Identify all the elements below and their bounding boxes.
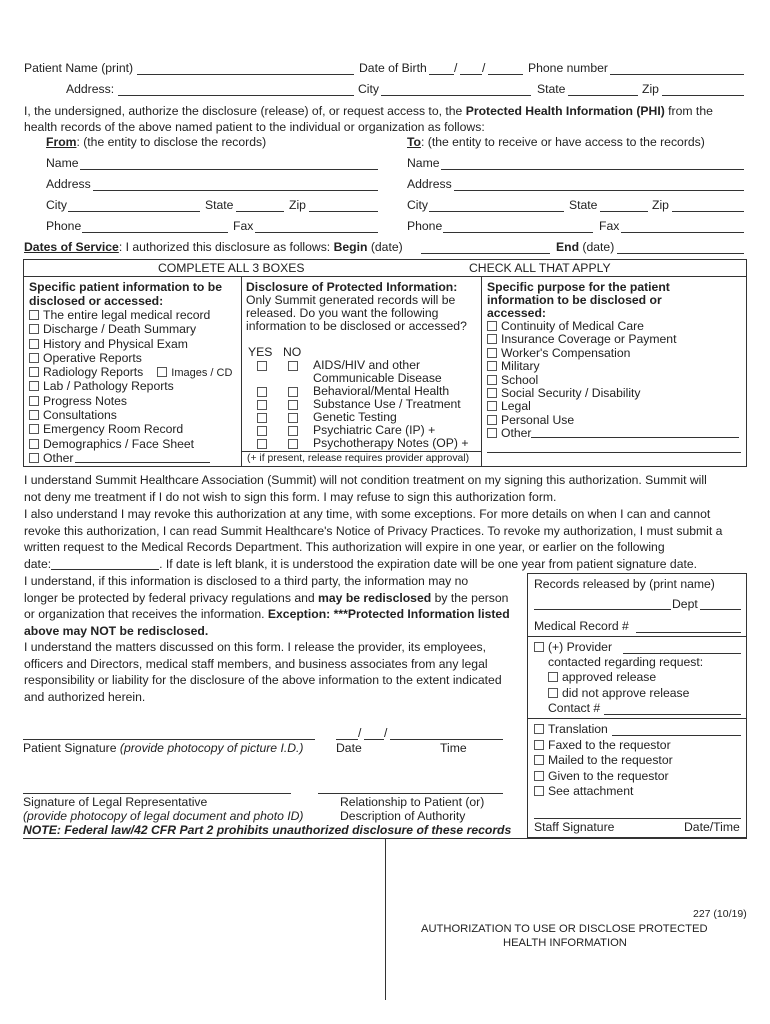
translation-checkbox[interactable] (534, 724, 544, 734)
city-field[interactable] (381, 95, 531, 96)
to-name-label: Name (407, 156, 440, 170)
box2-desc-3: information to be disclosed or accessed? (246, 319, 467, 333)
box2-desc-2: released. Do you want the following (246, 306, 439, 320)
box2-item: Psychiatric Care (IP) + (313, 423, 436, 437)
form-title-line1: AUTHORIZATION TO USE OR DISCLOSE PROTECTED (421, 923, 708, 935)
understand-para-3: I understand, if this information is disclosed to a third party, the information may no longer be protected by federal privacy regulations and may be redisclosed by the person or organization that receives the information. Exception: ***Protected Information listed above may NOT be redisclosed. (24, 574, 510, 638)
box1-item[interactable]: Discharge / Death Summary (29, 322, 232, 336)
legal-rep-label: Signature of Legal Representative (23, 795, 208, 809)
from-address-field[interactable] (93, 190, 378, 191)
checkbox[interactable] (487, 401, 497, 411)
form-title-line2: HEALTH INFORMATION (503, 937, 627, 949)
box2-item: Genetic Testing (313, 410, 397, 424)
box2-row (257, 360, 302, 374)
state-label: State (537, 82, 566, 96)
date-time-label: Date/Time (684, 820, 740, 834)
intro-line-2: health records of the above named patient to the individual or organization as follows: (24, 120, 485, 134)
check-all-heading: CHECK ALL THAT APPLY (469, 261, 611, 275)
from-address-label: Address (46, 177, 91, 191)
sig-time-field[interactable] (390, 739, 503, 740)
box2-row (257, 399, 302, 413)
bottom-vertical-divider (385, 838, 386, 1000)
box1-item[interactable]: The entire legal medical record (29, 308, 232, 322)
staff-signature-label: Staff Signature (534, 820, 615, 834)
time-label: Time (440, 741, 467, 755)
checkbox[interactable] (29, 410, 39, 420)
checkbox[interactable] (487, 321, 497, 331)
box1-item[interactable]: Consultations (29, 408, 232, 422)
end-date-field[interactable] (617, 253, 744, 254)
box3-item[interactable]: Social Security / Disability (487, 387, 739, 400)
staff-option[interactable]: Mailed to the requestor (534, 754, 673, 768)
dob-month-field[interactable] (429, 74, 454, 75)
checkbox[interactable] (29, 453, 39, 463)
not-approved-row[interactable]: did not approve release (548, 687, 689, 701)
no-checkbox[interactable] (288, 387, 298, 397)
patient-name-label: Patient Name (print) (24, 61, 134, 75)
to-phone-label: Phone (407, 219, 443, 233)
checkbox[interactable] (29, 439, 39, 449)
to-phone-field[interactable] (443, 232, 593, 233)
staff-option[interactable]: Given to the requestor (534, 770, 669, 784)
box1-list (29, 308, 232, 465)
records-released-by-label: Records released by (print name) (534, 577, 715, 591)
checkbox[interactable] (487, 388, 497, 398)
box1-title-line2: disclosed or accessed: (29, 294, 164, 308)
checkbox[interactable] (29, 381, 39, 391)
to-fax-field[interactable] (621, 232, 744, 233)
box3-item[interactable]: Worker's Compensation (487, 347, 739, 360)
box2-row (257, 412, 302, 426)
dates-of-service: Dates of Service: I authorized this disclosure as follows: Begin (date) (24, 240, 403, 254)
box3-item[interactable]: Insurance Coverage or Payment (487, 333, 739, 346)
box2-row (257, 386, 302, 400)
box2-item: Behavioral/Mental Health (313, 384, 450, 398)
date-label: Date (336, 741, 362, 755)
no-checkbox[interactable] (288, 361, 298, 371)
checkbox[interactable] (29, 353, 39, 363)
yes-checkbox[interactable] (257, 400, 267, 410)
patient-signature-label: Patient Signature (provide photocopy of picture I.D.) (23, 741, 304, 755)
legal-rep-note: (provide photocopy of legal document and photo ID) (23, 809, 304, 823)
to-heading: To: (the entity to receive or have access to the records) (407, 135, 705, 149)
released-by-field[interactable] (534, 609, 671, 610)
medical-record-field[interactable] (636, 632, 741, 633)
zip-label: Zip (642, 82, 659, 96)
sig-date-day-field[interactable] (364, 739, 384, 740)
to-state-label: State (569, 198, 598, 212)
box2-title: Disclosure of Protected Information: (246, 280, 458, 294)
from-fax-label: Fax (233, 219, 254, 233)
checkbox[interactable] (487, 334, 497, 344)
box1-item[interactable]: Demographics / Face Sheet (29, 437, 232, 451)
checkbox[interactable] (534, 771, 544, 781)
staff-option[interactable]: See attachment (534, 785, 633, 799)
from-fax-field[interactable] (255, 232, 378, 233)
staff-option[interactable]: Faxed to the requestor (534, 739, 671, 753)
yes-checkbox[interactable] (257, 413, 267, 423)
contacted-label: contacted regarding request: (548, 655, 704, 669)
box3-item[interactable]: Other (487, 427, 739, 440)
provider-checkbox[interactable] (534, 642, 544, 652)
to-city-field[interactable] (429, 211, 564, 212)
from-phone-field[interactable] (82, 232, 228, 233)
no-checkbox[interactable] (288, 413, 298, 423)
box3-list (487, 320, 739, 441)
box3-title-line2: information to be disclosed or (487, 293, 662, 307)
sig-date-slash: / (358, 726, 362, 740)
state-field[interactable] (568, 95, 638, 96)
no-header: NO (283, 345, 302, 359)
box1-item[interactable]: Other (29, 451, 232, 465)
no-checkbox[interactable] (288, 426, 298, 436)
box3-item[interactable]: Legal (487, 400, 739, 413)
box1-item[interactable]: Lab / Pathology Reports (29, 379, 232, 393)
from-heading: From: (the entity to disclose the records) (46, 135, 267, 149)
legal-rep-signature-field[interactable] (23, 793, 291, 794)
box1-item[interactable]: History and Physical Exam (29, 337, 232, 351)
zip-field[interactable] (662, 95, 744, 96)
box2-item: Psychotherapy Notes (OP) + (313, 436, 469, 450)
box2-row (257, 438, 302, 452)
yes-checkbox[interactable] (257, 387, 267, 397)
to-address-label: Address (407, 177, 452, 191)
checkbox[interactable] (534, 755, 544, 765)
to-zip-field[interactable] (672, 211, 744, 212)
box3-item[interactable]: Continuity of Medical Care (487, 320, 739, 333)
provider-row[interactable]: (+) Provider (534, 641, 612, 655)
checkbox[interactable] (29, 424, 39, 434)
box2-item: AIDS/HIV and other (313, 358, 421, 372)
approved-row[interactable]: approved release (548, 671, 656, 685)
sig-date-slash: / (384, 726, 388, 740)
checkbox[interactable] (29, 324, 39, 334)
contact-label: Contact # (548, 701, 601, 715)
checkbox[interactable] (487, 375, 497, 385)
from-city-field[interactable] (68, 211, 200, 212)
provider-field[interactable] (623, 653, 741, 654)
to-state-field[interactable] (600, 211, 648, 212)
to-zip-label: Zip (652, 198, 669, 212)
to-fax-label: Fax (599, 219, 620, 233)
checkbox[interactable] (29, 310, 39, 320)
medical-record-label: Medical Record # (534, 619, 629, 633)
understand-para-4: I understand the matters discussed on this form. I release the provider, its employees, officers and Directors, medical staff members, and business associates from any legal responsibility or liability for the disclosure of the above information to the extent indicated and authorized herein. (24, 640, 502, 704)
federal-law-note: NOTE: Federal law/42 CFR Part 2 prohibits unauthorized disclosure of these records (23, 823, 512, 837)
city-label: City (358, 82, 379, 96)
images-cd-checkbox[interactable] (157, 367, 167, 377)
box-header-divider (23, 276, 747, 277)
expiration-date-field[interactable] (51, 558, 159, 570)
box1-item[interactable]: Progress Notes (29, 394, 232, 408)
box2-item: Substance Use / Treatment (313, 397, 461, 411)
box1-item[interactable]: Operative Reports (29, 351, 232, 365)
contact-field[interactable] (604, 714, 741, 715)
dept-label: Dept (672, 597, 698, 611)
checkbox[interactable] (534, 786, 544, 796)
sig-date-month-field[interactable] (336, 739, 358, 740)
to-address-field[interactable] (454, 190, 744, 191)
dept-field[interactable] (700, 609, 741, 610)
understand-para-1: I understand Summit Healthcare Association (Summit) will not condition treatment on my signing this authorization. Summit will not deny me treatment if I do not wish to sign this form. I may refuse to sign this authorization form. (24, 473, 707, 504)
complete-all-boxes-heading: COMPLETE ALL 3 BOXES (158, 261, 305, 275)
box3-item[interactable]: Military (487, 360, 739, 373)
box-divider-1 (241, 276, 242, 467)
staff-signature-field[interactable] (534, 818, 741, 819)
not-approved-checkbox[interactable] (548, 688, 558, 698)
from-city-label: City (46, 198, 67, 212)
dob-day-field[interactable] (460, 74, 482, 75)
box2-desc-1: Only Summit generated records will be (246, 293, 456, 307)
to-city-label: City (407, 198, 428, 212)
translation-field[interactable] (612, 735, 741, 736)
staff-box-divider-2 (527, 718, 747, 719)
from-zip-label: Zip (289, 198, 306, 212)
box1-title-line1: Specific patient information to be (29, 280, 222, 294)
box3-title-line3: accessed: (487, 306, 546, 320)
yes-checkbox[interactable] (257, 439, 267, 449)
box1-other-field[interactable] (75, 453, 210, 463)
approved-checkbox[interactable] (548, 672, 558, 682)
dob-label: Date of Birth (359, 61, 427, 75)
patient-name-field[interactable] (137, 74, 354, 75)
intro-line-1: I, the undersigned, authorize the disclosure (release) of, or request access to, the Protected Health Information (PHI) from the (24, 104, 713, 118)
yes-checkbox[interactable] (257, 361, 267, 371)
relationship-field[interactable] (318, 793, 503, 794)
relationship-label: Relationship to Patient (or) (340, 795, 485, 809)
from-zip-field[interactable] (309, 211, 378, 212)
box3-title-line1: Specific purpose for the patient (487, 280, 670, 294)
form-number: 227 (10/19) (693, 908, 747, 920)
dob-slash: / (454, 61, 458, 75)
authority-label: Description of Authority (340, 809, 466, 823)
phone-number-field[interactable] (610, 74, 744, 75)
from-state-field[interactable] (236, 211, 284, 212)
checkbox[interactable] (29, 396, 39, 406)
checkbox[interactable] (487, 361, 497, 371)
to-name-field[interactable] (441, 169, 744, 170)
checkbox[interactable] (487, 415, 497, 425)
address-field[interactable] (118, 95, 354, 96)
box2-row (257, 425, 302, 439)
no-checkbox[interactable] (288, 439, 298, 449)
from-name-label: Name (46, 156, 79, 170)
yes-header: YES (248, 345, 273, 359)
checkbox[interactable] (487, 348, 497, 358)
box1-item[interactable]: Radiology Reports Images / CD (29, 365, 232, 379)
begin-date-field[interactable] (421, 253, 550, 254)
phone-number-label: Phone number (528, 61, 608, 75)
no-checkbox[interactable] (288, 400, 298, 410)
from-phone-label: Phone (46, 219, 82, 233)
translation-row[interactable]: Translation (534, 723, 608, 737)
dob-slash: / (482, 61, 486, 75)
address-label: Address: (66, 82, 115, 96)
checkbox[interactable] (29, 339, 39, 349)
box2-footnote: (+ if present, release requires provider approval) (247, 453, 470, 464)
understand-para-2: I also understand I may revoke this authorization at any time, with some exceptions. For more details on when I can and cannot revoke this authorization, I can read Summit Healthcare's Notice of Privacy Practices. To revoke my authorization, I must submit a written request to the Medical Records Department. This authorization will expire in one year, or earlier on the following date: . If date is left blank, it is understood the expiration date will be one year from patient signature date. (24, 507, 723, 571)
from-state-label: State (205, 198, 234, 212)
checkbox[interactable] (487, 428, 497, 438)
box2-footnote-divider (241, 451, 481, 452)
checkbox[interactable] (29, 367, 39, 377)
dob-year-field[interactable] (488, 74, 523, 75)
box3-item[interactable]: Personal Use (487, 414, 739, 427)
box3-item[interactable]: School (487, 374, 739, 387)
box2-item: Communicable Disease (313, 371, 442, 385)
box1-item[interactable]: Emergency Room Record (29, 422, 232, 436)
yes-checkbox[interactable] (257, 426, 267, 436)
staff-box-divider-1 (527, 636, 747, 637)
box3-other-field[interactable] (531, 428, 739, 438)
from-name-field[interactable] (80, 169, 378, 170)
checkbox[interactable] (534, 740, 544, 750)
box3-other-line-2[interactable] (487, 452, 741, 453)
patient-signature-field[interactable] (23, 739, 315, 740)
box-divider-2 (481, 276, 482, 467)
end-date-label: End (date) (556, 240, 615, 254)
